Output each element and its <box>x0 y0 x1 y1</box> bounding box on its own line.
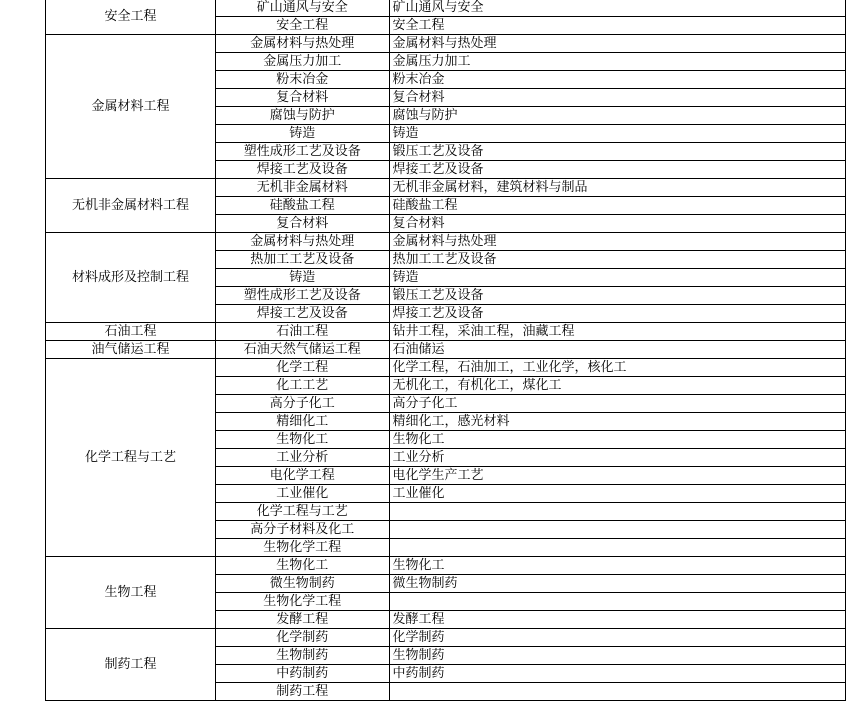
old-program-cell[interactable]: 生物化工 <box>389 431 846 449</box>
table-row <box>46 35 846 53</box>
old-program-cell[interactable]: 热加工工艺及设备 <box>389 251 846 269</box>
category-cell[interactable]: 安全工程 <box>46 0 216 35</box>
new-program-cell[interactable]: 矿山通风与安全 <box>216 0 389 17</box>
new-program-cell[interactable]: 无机非金属材料 <box>216 179 389 197</box>
program-mapping-table <box>45 0 846 701</box>
new-program-cell[interactable]: 生物化工 <box>216 557 389 575</box>
new-program-cell[interactable]: 铸造 <box>216 269 389 287</box>
old-program-cell[interactable]: 复合材料 <box>389 215 846 233</box>
category-cell[interactable]: 制药工程 <box>46 629 216 701</box>
new-program-cell[interactable]: 工业分析 <box>216 449 389 467</box>
old-program-cell[interactable]: 金属材料与热处理 <box>389 35 846 53</box>
new-program-cell[interactable]: 高分子化工 <box>216 395 389 413</box>
new-program-cell[interactable]: 生物化工 <box>216 431 389 449</box>
old-program-cell[interactable]: 安全工程 <box>389 17 846 35</box>
new-program-cell[interactable]: 金属材料与热处理 <box>216 233 389 251</box>
old-program-cell[interactable]: 腐蚀与防护 <box>389 107 846 125</box>
old-program-cell[interactable]: 无机化工，有机化工，煤化工 <box>389 377 846 395</box>
category-cell[interactable]: 材料成形及控制工程 <box>46 233 216 323</box>
old-program-cell[interactable]: 焊接工艺及设备 <box>389 161 846 179</box>
new-program-cell[interactable]: 化学工程与工艺 <box>216 503 389 521</box>
old-program-cell[interactable]: 铸造 <box>389 269 846 287</box>
new-program-cell[interactable]: 复合材料 <box>216 89 389 107</box>
old-program-cell[interactable] <box>389 521 846 539</box>
new-program-cell[interactable]: 热加工工艺及设备 <box>216 251 389 269</box>
old-program-cell[interactable]: 铸造 <box>389 125 846 143</box>
old-program-cell[interactable] <box>389 503 846 521</box>
new-program-cell[interactable]: 化学制药 <box>216 629 389 647</box>
new-program-cell[interactable]: 硅酸盐工程 <box>216 197 389 215</box>
new-program-cell[interactable]: 塑性成形工艺及设备 <box>216 143 389 161</box>
old-program-cell[interactable]: 金属材料与热处理 <box>389 233 846 251</box>
old-program-cell[interactable]: 钻井工程，采油工程，油藏工程 <box>389 323 846 341</box>
new-program-cell[interactable]: 金属压力加工 <box>216 53 389 71</box>
old-program-cell[interactable]: 精细化工，感光材料 <box>389 413 846 431</box>
old-program-cell[interactable]: 锻压工艺及设备 <box>389 287 846 305</box>
old-program-cell[interactable]: 金属压力加工 <box>389 53 846 71</box>
table-row <box>46 557 846 575</box>
old-program-cell[interactable]: 石油储运 <box>389 341 846 359</box>
new-program-cell[interactable]: 铸造 <box>216 125 389 143</box>
old-program-cell[interactable]: 高分子化工 <box>389 395 846 413</box>
new-program-cell[interactable]: 安全工程 <box>216 17 389 35</box>
new-program-cell[interactable]: 焊接工艺及设备 <box>216 161 389 179</box>
new-program-cell[interactable]: 化工工艺 <box>216 377 389 395</box>
old-program-cell[interactable]: 发酵工程 <box>389 611 846 629</box>
new-program-cell[interactable]: 焊接工艺及设备 <box>216 305 389 323</box>
old-program-cell[interactable]: 化学制药 <box>389 629 846 647</box>
category-cell[interactable]: 生物工程 <box>46 557 216 629</box>
new-program-cell[interactable]: 生物化学工程 <box>216 539 389 557</box>
table-row <box>46 179 846 197</box>
old-program-cell[interactable]: 工业催化 <box>389 485 846 503</box>
new-program-cell[interactable]: 塑性成形工艺及设备 <box>216 287 389 305</box>
category-cell[interactable]: 无机非金属材料工程 <box>46 179 216 233</box>
new-program-cell[interactable]: 发酵工程 <box>216 611 389 629</box>
old-program-cell[interactable]: 焊接工艺及设备 <box>389 305 846 323</box>
old-program-cell[interactable]: 微生物制药 <box>389 575 846 593</box>
table-row <box>46 359 846 377</box>
table-body <box>46 0 846 701</box>
table-row <box>46 341 846 359</box>
old-program-cell[interactable]: 矿山通风与安全 <box>389 0 846 17</box>
category-cell[interactable]: 化学工程与工艺 <box>46 359 216 557</box>
old-program-cell[interactable] <box>389 593 846 611</box>
old-program-cell[interactable] <box>389 539 846 557</box>
new-program-cell[interactable]: 化学工程 <box>216 359 389 377</box>
old-program-cell[interactable]: 生物制药 <box>389 647 846 665</box>
new-program-cell[interactable]: 电化学工程 <box>216 467 389 485</box>
new-program-cell[interactable]: 金属材料与热处理 <box>216 35 389 53</box>
new-program-cell[interactable]: 粉末冶金 <box>216 71 389 89</box>
new-program-cell[interactable]: 石油工程 <box>216 323 389 341</box>
old-program-cell[interactable]: 硅酸盐工程 <box>389 197 846 215</box>
new-program-cell[interactable]: 石油天然气储运工程 <box>216 341 389 359</box>
table-row <box>46 323 846 341</box>
old-program-cell[interactable]: 化学工程，石油加工，工业化学，核化工 <box>389 359 846 377</box>
new-program-cell[interactable]: 复合材料 <box>216 215 389 233</box>
category-cell[interactable]: 油气储运工程 <box>46 341 216 359</box>
category-cell[interactable]: 金属材料工程 <box>46 35 216 179</box>
old-program-cell[interactable]: 生物化工 <box>389 557 846 575</box>
old-program-cell[interactable]: 电化学生产工艺 <box>389 467 846 485</box>
new-program-cell[interactable]: 制药工程 <box>216 683 389 701</box>
old-program-cell[interactable]: 锻压工艺及设备 <box>389 143 846 161</box>
new-program-cell[interactable]: 腐蚀与防护 <box>216 107 389 125</box>
old-program-cell[interactable] <box>389 683 846 701</box>
table-row <box>46 629 846 647</box>
new-program-cell[interactable]: 微生物制药 <box>216 575 389 593</box>
old-program-cell[interactable]: 粉末冶金 <box>389 71 846 89</box>
old-program-cell[interactable]: 工业分析 <box>389 449 846 467</box>
new-program-cell[interactable]: 精细化工 <box>216 413 389 431</box>
table-row <box>46 0 846 17</box>
old-program-cell[interactable]: 无机非金属材料，建筑材料与制品 <box>389 179 846 197</box>
new-program-cell[interactable]: 工业催化 <box>216 485 389 503</box>
new-program-cell[interactable]: 中药制药 <box>216 665 389 683</box>
new-program-cell[interactable]: 生物制药 <box>216 647 389 665</box>
new-program-cell[interactable]: 高分子材料及化工 <box>216 521 389 539</box>
old-program-cell[interactable]: 中药制药 <box>389 665 846 683</box>
table-row <box>46 233 846 251</box>
category-cell[interactable]: 石油工程 <box>46 323 216 341</box>
old-program-cell[interactable]: 复合材料 <box>389 89 846 107</box>
new-program-cell[interactable]: 生物化学工程 <box>216 593 389 611</box>
